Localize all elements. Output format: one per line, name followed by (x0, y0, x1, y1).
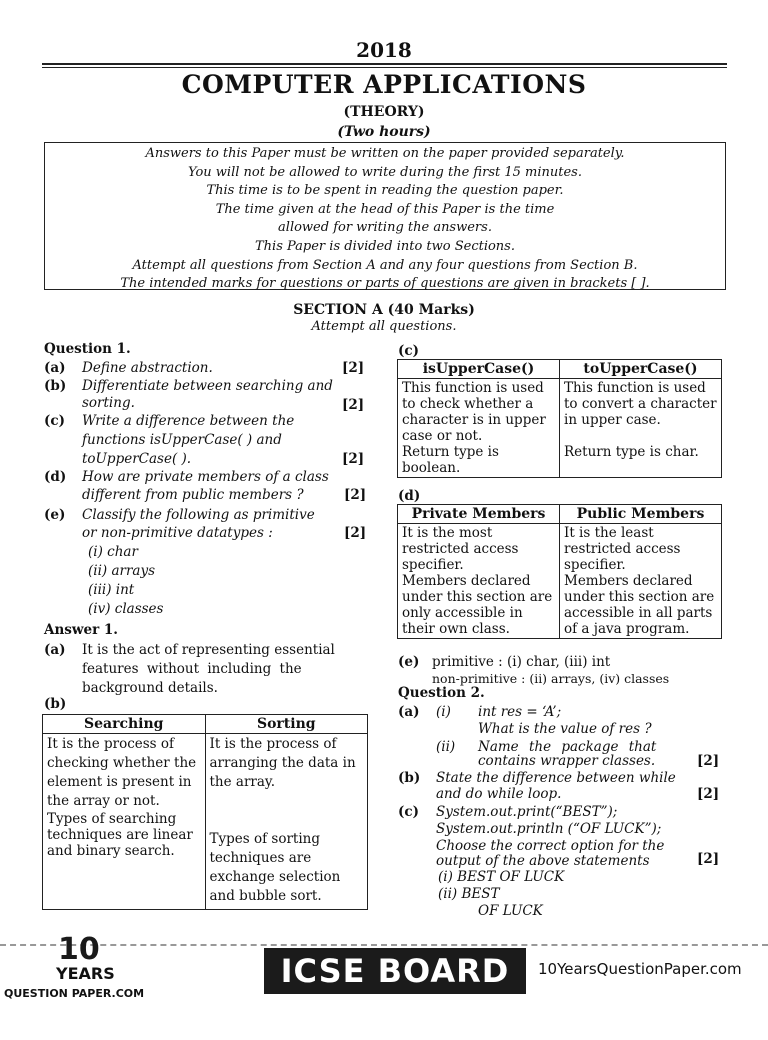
q2c-line3: Choose the correct option for the (436, 838, 665, 854)
cell-text: It is the most restricted access specifier. (402, 525, 519, 573)
paper-title: COMPUTER APPLICATIONS (181, 70, 587, 99)
q2a-marks: [2] (697, 753, 720, 769)
instruction-line: This time is to be spent in reading the question paper. (206, 183, 564, 199)
q2c-line2: System.out.println (“OF LUCK”); (436, 821, 662, 837)
cell-text: Types of searching techniques are linear and binary search. (47, 811, 193, 859)
logo-number: 10 (58, 932, 100, 967)
q1d-marks: [2] (344, 487, 367, 503)
table-cell (398, 379, 560, 478)
q1c-line1: Write a difference between the (82, 413, 295, 429)
cell-text: It is the process of arranging the data in the array. (209, 736, 356, 790)
ans1e-label: (e) (398, 654, 420, 670)
ans1a-line1: It is the act of representing essential (82, 642, 335, 658)
cell-text: Types of sorting techniques are exchange selection and bubble sort. (209, 831, 341, 904)
table-header: Searching (43, 715, 206, 734)
logo-subtitle: QUESTION PAPER.COM (4, 987, 145, 1000)
ans1a-label: (a) (44, 642, 66, 658)
q2a-i-line1: int res = ‘A’; (478, 704, 562, 720)
q2a-ii-line1: Name the package that (478, 739, 657, 755)
instruction-line: The intended marks for questions or parts of questions are given in brackets [ ]. (120, 276, 650, 292)
ans1a-line3: background details. (82, 680, 218, 696)
cell-text: Return type is boolean. (402, 444, 499, 476)
table-header: Public Members (560, 505, 722, 524)
q2c-label: (c) (398, 804, 419, 820)
q1d-line1: How are private members of a class (82, 469, 329, 485)
header-rule-thin (42, 67, 727, 68)
section-a-title: SECTION A (40 Marks) (293, 302, 475, 318)
table-cell (398, 524, 560, 639)
table-header: Private Members (398, 505, 560, 524)
table-cell (560, 379, 722, 478)
q1a-text: Define abstraction. (82, 360, 213, 376)
paper-duration: (Two hours) (337, 124, 431, 140)
question-2-heading: Question 2. (398, 685, 485, 701)
ans1e-line2: non-primitive : (ii) arrays, (iv) classes (432, 671, 670, 686)
q2a-i-label: (i) (436, 704, 451, 720)
footer-divider (0, 944, 768, 946)
ans1e-line1: primitive : (i) char, (iii) int (432, 654, 611, 670)
q1e-item: (i) char (88, 544, 138, 560)
q2b-line2: and do while loop. (436, 786, 562, 802)
q2a-i-line2: What is the value of res ? (478, 721, 652, 737)
q2c-option: (ii) BEST (438, 886, 500, 902)
header-rule (42, 63, 727, 65)
table-header: isUpperCase() (398, 360, 560, 379)
q1e-item: (iv) classes (88, 601, 164, 617)
instruction-line: The time given at the head of this Paper is the time (215, 201, 555, 217)
q1b-label: (b) (44, 378, 67, 394)
year: 2018 (356, 38, 412, 62)
q1a-label: (a) (44, 360, 66, 376)
q1d-label: (d) (44, 469, 67, 485)
searching-sorting-table (42, 714, 368, 910)
q2a-ii-line2: contains wrapper classes. (478, 753, 656, 769)
cell-text: This function is used to check whether a character is in upper case or not. (402, 380, 546, 444)
q2c-option: (i) BEST OF LUCK (438, 869, 565, 885)
table-header: toUpperCase() (560, 360, 722, 379)
q2a-label: (a) (398, 704, 420, 720)
logo-years: YEARS (56, 964, 115, 983)
q2b-marks: [2] (697, 786, 720, 802)
q1e-marks: [2] (344, 525, 367, 541)
question-1-heading: Question 1. (44, 341, 131, 357)
q1b-line1: Differentiate between searching and (82, 378, 333, 394)
q2c-option: OF LUCK (478, 903, 543, 919)
q2c-marks: [2] (697, 851, 720, 867)
table-cell (205, 734, 368, 910)
ans1c-label: (c) (398, 343, 419, 359)
instruction-line: Attempt all questions from Section A and any four questions from Section B. (132, 257, 638, 273)
uppercase-table (397, 359, 722, 478)
q2a-ii-label: (ii) (436, 739, 456, 755)
instruction-line: This Paper is divided into two Sections. (255, 238, 515, 254)
website-link[interactable]: 10YearsQuestionPaper.com (538, 960, 742, 978)
cell-text: Members declared under this section are only accessible in their own class. (402, 573, 553, 637)
q1d-line2: different from public members ? (82, 487, 304, 503)
cell-text: Members declared under this section are accessible in all parts of a java program. (564, 573, 715, 637)
q1e-item: (iii) int (88, 582, 135, 598)
ans1d-label: (d) (398, 488, 421, 504)
cell-text: This function is used to convert a character in upper case. (564, 380, 717, 428)
section-a-instruction: Attempt all questions. (311, 319, 457, 334)
q1c-line2: functions isUpperCase( ) and (82, 432, 282, 448)
q1b-marks: [2] (342, 397, 365, 413)
instruction-line: allowed for writing the answers. (278, 220, 492, 236)
cell-text: It is the process of checking whether the element is present in the array or not. (47, 736, 197, 809)
ans1a-line2: features without including the (82, 661, 302, 677)
q1c-line3: toUpperCase( ). (82, 451, 192, 467)
cell-text: Return type is char. (564, 444, 699, 460)
table-cell (43, 734, 206, 910)
q1a-marks: [2] (342, 360, 365, 376)
instructions-box (44, 142, 726, 290)
board-banner: ICSE BOARD X (264, 948, 526, 994)
table-cell (560, 524, 722, 639)
q1e-item: (ii) arrays (88, 563, 156, 579)
q2c-line4: output of the above statements (436, 853, 650, 869)
q1c-label: (c) (44, 413, 65, 429)
q2c-line1: System.out.print(“BEST”); (436, 804, 618, 820)
table-header: Sorting (205, 715, 368, 734)
paper-subtitle: (THEORY) (343, 104, 425, 120)
answer-1-heading: Answer 1. (44, 622, 119, 638)
ans1b-label: (b) (44, 696, 67, 712)
instruction-line: You will not be allowed to write during the first 15 minutes. (188, 164, 582, 180)
q1e-label: (e) (44, 507, 66, 523)
q2b-line1: State the difference between while (436, 770, 676, 786)
q1b-line2: sorting. (82, 395, 135, 411)
q1c-marks: [2] (342, 451, 365, 467)
q1e-line1: Classify the following as primitive (82, 507, 315, 523)
members-table (397, 504, 722, 639)
instruction-line: Answers to this Paper must be written on the paper provided separately. (145, 146, 625, 161)
q2b-label: (b) (398, 770, 421, 786)
cell-text: It is the least restricted access specifier. (564, 525, 681, 573)
q1e-line2: or non-primitive datatypes : (82, 525, 273, 541)
